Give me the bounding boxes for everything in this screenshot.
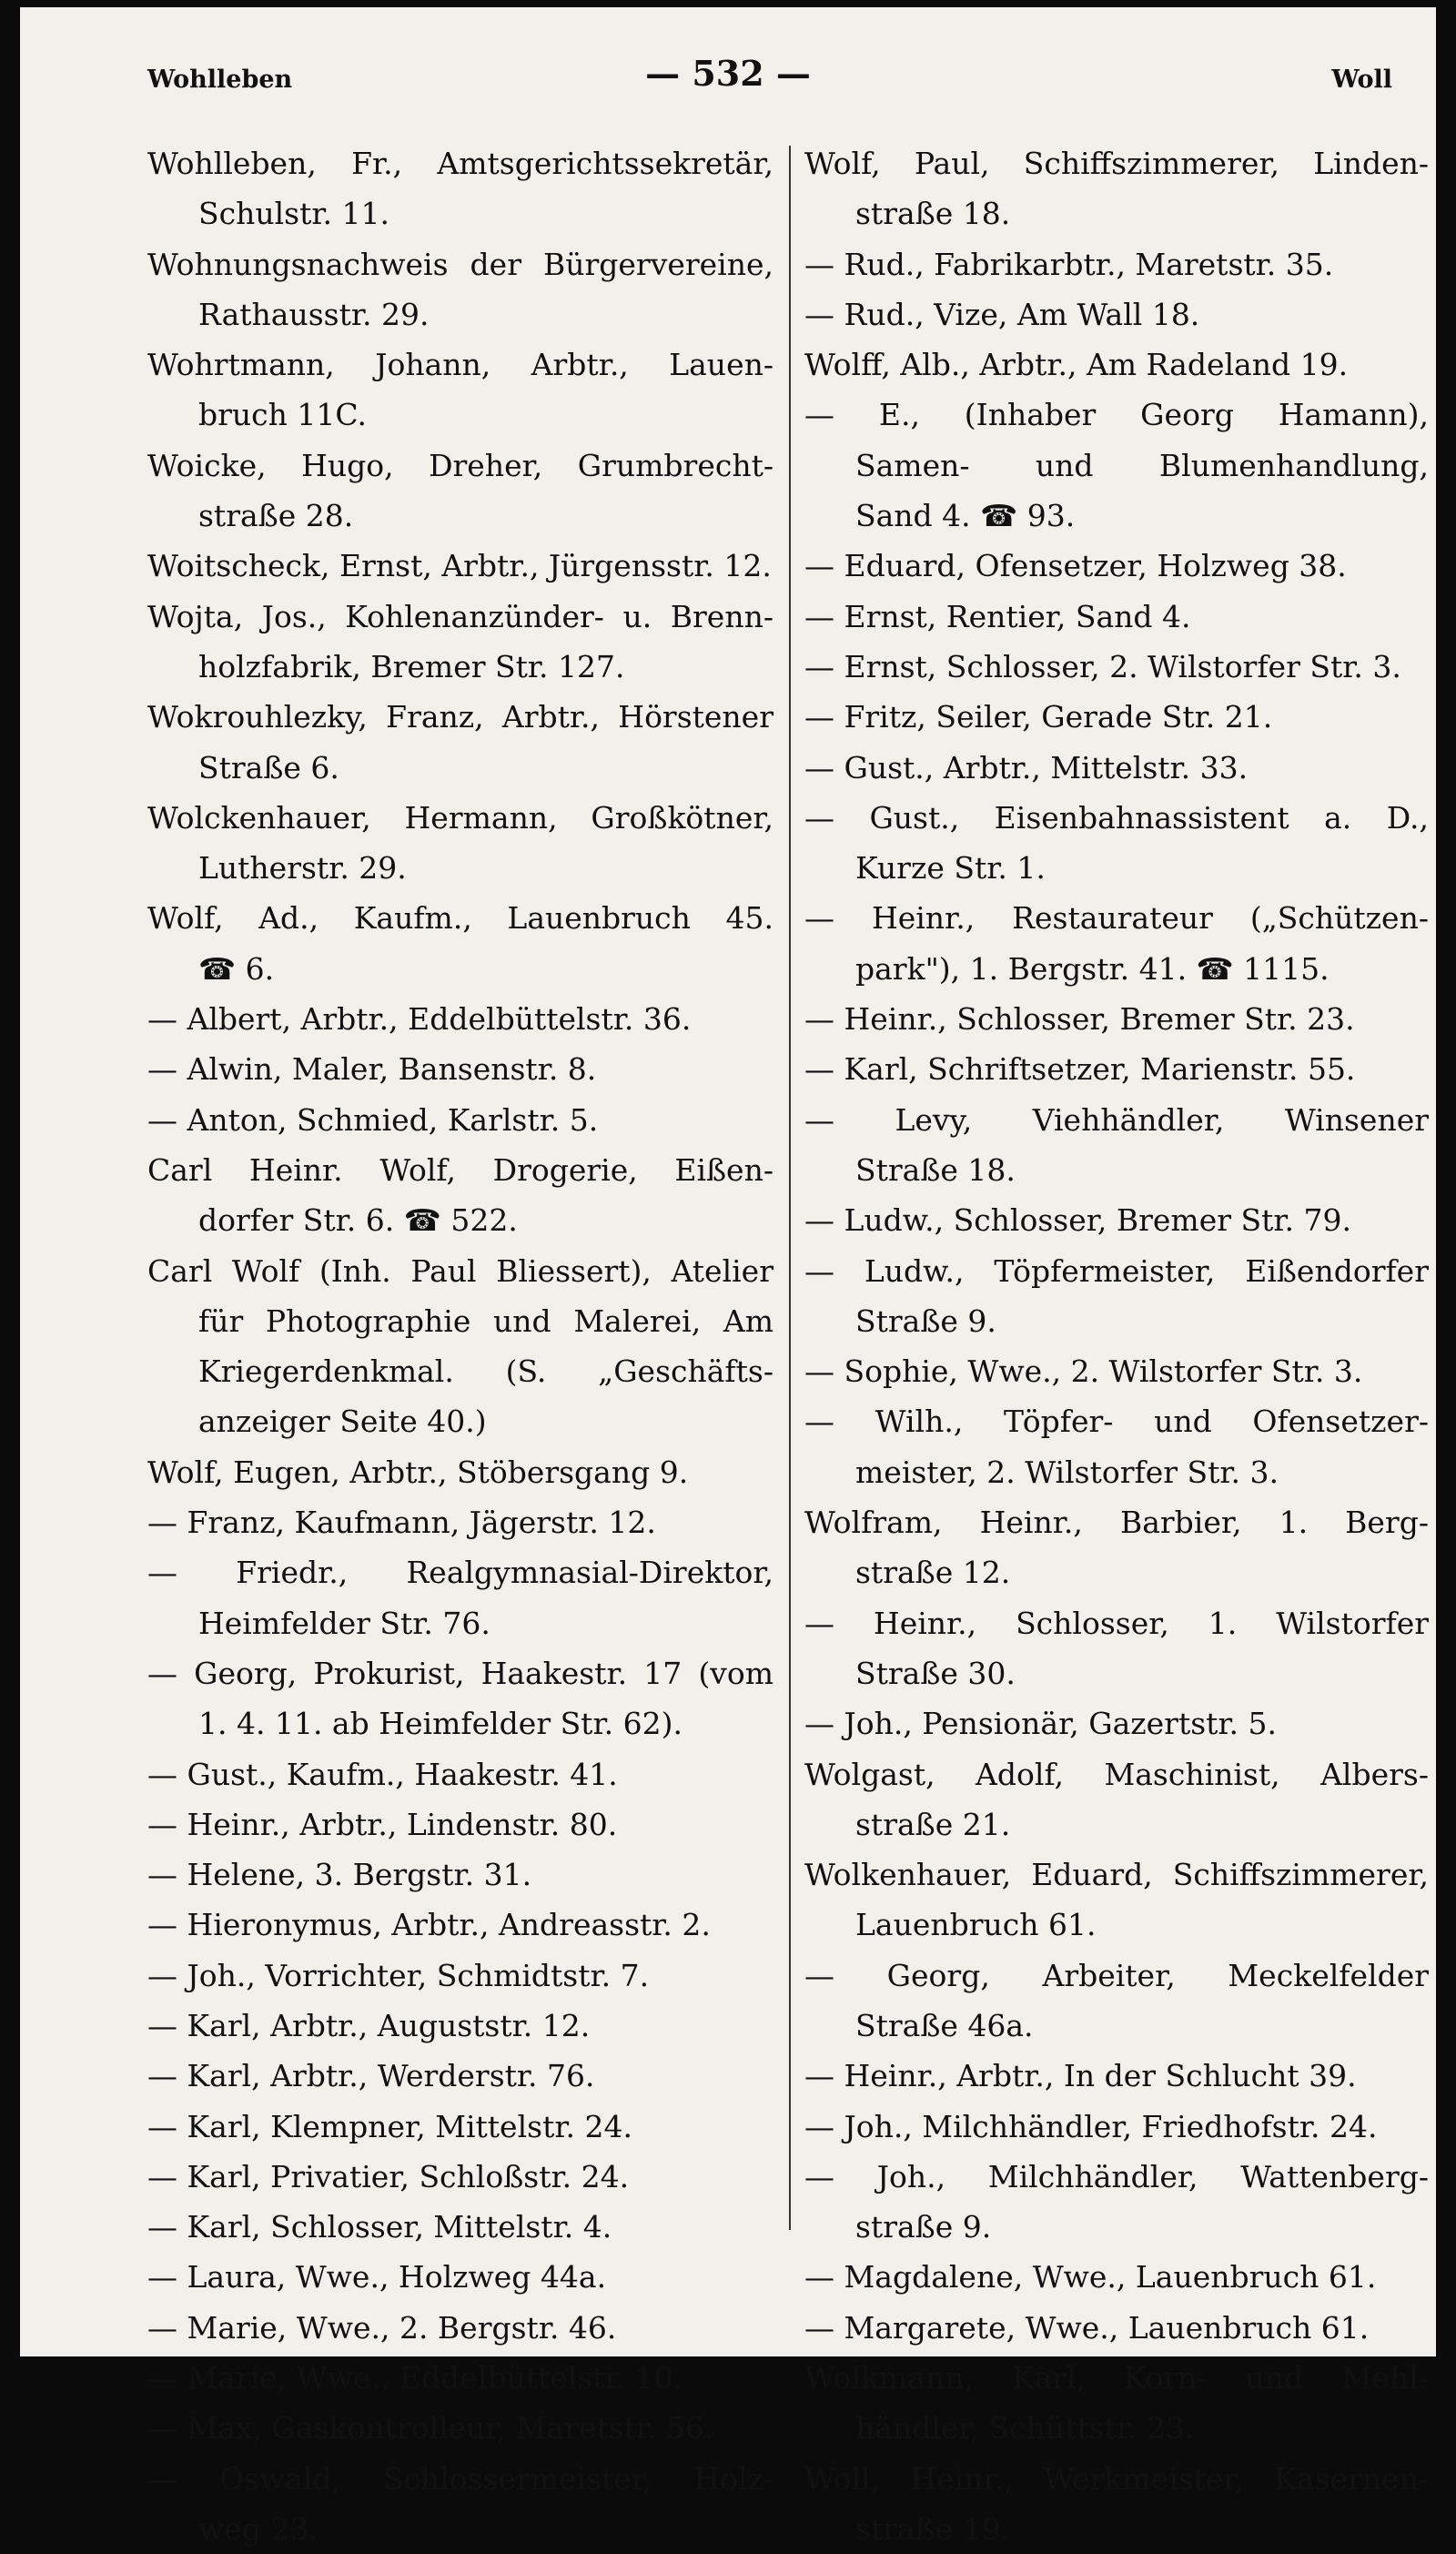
entry-line: Kurze Str. 1. [855,850,1046,887]
entry-line: — Georg, Arbeiter, Meckelfelder [804,1957,1429,1993]
directory-entry [147,1850,774,1900]
directory-entry [804,2152,1429,2253]
entry-line: Lutherstr. 29. [198,850,407,887]
entry-line: — Fritz, Seiler, Gerade Str. 21. [804,699,1273,735]
entry-line: Straße 6. [198,749,339,785]
directory-entry [147,2303,774,2353]
entry-line: — Hieronymus, Arbtr., Andreasstr. 2. [147,1907,711,1943]
entry-line: Lauenbruch 61. [855,1907,1097,1943]
entry-line: — Karl, Arbtr., Werderstr. 76. [147,2058,595,2094]
entry-line: straße 18. [855,196,1011,232]
directory-entry [147,1648,774,1749]
entry-line: ☎ 6. [198,950,275,987]
directory-entry [804,1095,1429,1196]
directory-entry [804,793,1429,894]
page-number: — 532 — [645,53,811,94]
directory-entry [804,138,1429,239]
header-left-catchword: Wohlleben [147,66,293,94]
directory-entry [804,1044,1429,1094]
entry-line: — Karl, Privatier, Schloßstr. 24. [147,2158,630,2194]
directory-entry [147,692,774,793]
entry-line: — Levy, Viehhändler, Winsener [804,1101,1429,1138]
directory-entry [804,893,1429,994]
directory-entry [804,1598,1429,1699]
directory-entry [147,1246,774,1447]
directory-entry [804,1195,1429,1245]
directory-entry [804,2102,1429,2152]
entry-line: bruch 11C. [198,397,367,433]
directory-entry [147,2152,774,2202]
entry-line: — Ernst, Rentier, Sand 4. [804,598,1191,634]
entry-line: — Magdalene, Wwe., Lauenbruch 61. [804,2259,1377,2296]
entry-line: Rathausstr. 29. [198,296,430,332]
entry-line: Carl Wolf (Inh. Paul Bliessert), Atelier [147,1252,774,1289]
directory-entry [804,1698,1429,1748]
entry-line: Wolckenhauer, Hermann, Großkötner, [147,799,774,836]
entry-line: Heimfelder Str. 76. [198,1605,490,1641]
entry-line: — Gust., Kaufm., Haakestr. 41. [147,1756,618,1792]
entry-line: — Georg, Prokurist, Haakestr. 17 (vom [147,1655,774,1691]
entry-line: park"), 1. Bergstr. 41. ☎ 1115. [855,950,1330,987]
directory-entry [147,541,774,591]
directory-entry [804,2252,1429,2302]
entry-line: — Anton, Schmied, Karlstr. 5. [147,1101,599,1138]
entry-line: holzfabrik, Bremer Str. 127. [198,648,625,684]
entry-line: Wohlleben, Fr., Amtsgerichtssekretär, [147,146,774,181]
directory-entry [147,1044,774,1094]
entry-line: meister, 2. Wilstorfer Str. 3. [855,1454,1279,1490]
directory-entry [804,1951,1429,2052]
entry-line: — Heinr., Arbtr., In der Schlucht 39. [804,2058,1357,2094]
entry-line: — Helene, 3. Bergstr. 31. [147,1857,532,1893]
entry-line: — E., (Inhaber Georg Hamann), [804,397,1429,433]
directory-entry [147,1547,774,1648]
entry-line: Carl Heinr. Wolf, Drogerie, Eißen- [147,1151,774,1188]
directory-entry [804,743,1429,793]
directory-entry [147,441,774,542]
entry-line: Straße 18. [855,1151,1016,1188]
entry-line: — Alwin, Maler, Bansenstr. 8. [147,1051,597,1088]
entry-line: Wolf, Eugen, Arbtr., Stöbersgang 9. [147,1454,689,1490]
header-right-catchword: Woll [1331,66,1392,94]
entry-line: — Rud., Vize, Am Wall 18. [804,296,1200,332]
entry-line: Wojta, Jos., Kohlenanzünder- u. Brenn- [147,598,774,634]
directory-entry [804,390,1429,541]
entry-line: Wohnungsnachweis der Bürgervereine, [147,246,774,282]
entry-line: Wolff, Alb., Arbtr., Am Radeland 19. [804,347,1349,383]
entry-line: Wokrouhlezky, Franz, Arbtr., Hörstener [147,699,774,735]
entry-line: Wolgast, Adolf, Maschinist, Albers- [804,1756,1429,1792]
directory-entry [147,893,774,994]
entry-line: Wolkmann, Karl, Korn- und Mehl- [804,2360,1429,2397]
entry-line: — Heinr., Restaurateur („Schützen- [804,900,1429,937]
entry-line: händler, Schüttstr. 23. [855,2410,1195,2447]
directory-entry [804,1749,1429,1850]
entry-line: — Karl, Schlosser, Mittelstr. 4. [147,2209,612,2245]
entry-line: Straße 30. [855,1655,1016,1691]
entry-line: — Karl, Klempner, Mittelstr. 24. [147,2108,632,2144]
directory-entry [147,1799,774,1850]
entry-line: weg 23. [198,2510,318,2547]
directory-entry [147,1095,774,1145]
directory-entry [804,1850,1429,1951]
entry-line: — Marie, Wwe., Eddelbüttelstr. 10. [147,2360,683,2397]
directory-entry [147,1749,774,1799]
entry-line: — Gust., Eisenbahnassistent a. D., [804,799,1429,836]
directory-entry [804,2454,1429,2554]
entry-line: Wohrtmann, Johann, Arbtr., Lauen- [147,347,774,383]
directory-entry [147,2001,774,2051]
entry-line: — Eduard, Ofensetzer, Holzweg 38. [804,548,1347,584]
directory-entry [147,592,774,693]
entry-line: Samen- und Blumenhandlung, [855,447,1429,483]
directory-entry [804,1246,1429,1347]
entry-line: — Joh., Milchhändler, Wattenberg- [804,2158,1429,2194]
entry-line: Kriegerdenkmal. (S. „Geschäfts- [198,1353,774,1390]
right-column [804,138,1429,2547]
entry-line: 1. 4. 11. ab Heimfelder Str. 62). [198,1706,682,1742]
directory-entry [147,1497,774,1547]
directory-entry [147,239,774,340]
entry-line: Woitscheck, Ernst, Arbtr., Jürgensstr. 12. [147,548,772,584]
directory-entry [804,592,1429,642]
directory-entry [804,2051,1429,2101]
directory-entry [804,994,1429,1044]
entry-line: — Joh., Vorrichter, Schmidtstr. 7. [147,1957,650,1993]
entry-line: — Rud., Fabrikarbtr., Maretstr. 35. [804,246,1334,282]
entry-line: — Ludw., Schlosser, Bremer Str. 79. [804,1202,1351,1239]
directory-entry [147,2051,774,2101]
directory-page [20,7,1436,2547]
entry-line: — Albert, Arbtr., Eddelbüttelstr. 36. [147,1001,692,1038]
entry-line: Wolfram, Heinr., Barbier, 1. Berg- [804,1505,1429,1541]
entry-line: Sand 4. ☎ 93. [855,498,1076,534]
entry-line: — Heinr., Schlosser, 1. Wilstorfer [804,1605,1429,1641]
entry-line: — Oswald, Schlossermeister, Holz- [147,2460,774,2497]
directory-entry [804,340,1429,390]
entry-line: Woicke, Hugo, Dreher, Grumbrecht- [147,447,774,483]
directory-entry [804,1346,1429,1396]
page-header [20,53,1436,107]
entry-line: — Karl, Schriftsetzer, Marienstr. 55. [804,1051,1356,1088]
entry-line: für Photographie und Malerei, Am [198,1302,774,1339]
entry-line: — Joh., Milchhändler, Friedhofstr. 24. [804,2108,1378,2144]
directory-entry [804,642,1429,692]
entry-line: Schulstr. 11. [198,196,389,232]
directory-entry [804,1396,1429,1497]
entry-line: — Sophie, Wwe., 2. Wilstorfer Str. 3. [804,1353,1363,1390]
entry-line: — Laura, Wwe., Holzweg 44a. [147,2259,607,2296]
directory-entry [804,2303,1429,2353]
directory-entry [147,2454,774,2554]
entry-line: — Max, Gaskontrolleur, Maretstr. 56. [147,2410,714,2447]
entry-line: anzeiger Seite 40.) [198,1404,487,1440]
directory-entry [147,2403,774,2453]
entry-line: Straße 9. [855,1302,996,1339]
entry-line: — Friedr., Realgymnasial-Direktor, [147,1555,774,1591]
entry-line: Straße 46a. [855,2007,1034,2043]
entry-line: Wolkenhauer, Eduard, Schiffszimmerer, [804,1857,1429,1893]
entry-line: Wolf, Paul, Schiffszimmerer, Linden- [804,146,1429,181]
directory-entry [147,2102,774,2152]
directory-entry [147,994,774,1044]
directory-entry [147,793,774,894]
directory-entry [804,2353,1429,2454]
directory-entry [147,138,774,239]
directory-entry [147,340,774,441]
left-column [147,138,774,2547]
entry-line: — Ludw., Töpfermeister, Eißendorfer [804,1252,1429,1289]
entry-line: straße 9. [855,2209,992,2245]
entry-line: straße 19. [855,2510,1011,2547]
entry-line: Wolf, Ad., Kaufm., Lauenbruch 45. [147,900,774,937]
entry-line: straße 21. [855,1806,1011,1842]
directory-entry [804,289,1429,340]
directory-entry [804,692,1429,742]
entry-line: dorfer Str. 6. ☎ 522. [198,1202,518,1239]
entry-line: — Heinr., Arbtr., Lindenstr. 80. [147,1806,618,1842]
column-divider [789,146,791,2230]
directory-entry [147,1900,774,1950]
entry-line: straße 12. [855,1555,1011,1591]
directory-entry [147,1145,774,1246]
entry-line: — Heinr., Schlosser, Bremer Str. 23. [804,1001,1355,1038]
entry-line: Woll, Heinr., Werkmeister, Kasernen- [804,2460,1429,2497]
entry-line: — Marie, Wwe., 2. Bergstr. 46. [147,2309,617,2346]
entry-line: — Ernst, Schlosser, 2. Wilstorfer Str. 3. [804,648,1401,684]
entry-line: — Gust., Arbtr., Mittelstr. 33. [804,749,1249,785]
directory-entry [147,2353,774,2403]
directory-entry [147,2202,774,2252]
entry-line: straße 28. [198,498,354,534]
directory-entry [147,1951,774,2001]
directory-entry [147,1447,774,1497]
directory-entry [804,239,1429,289]
entry-line: — Franz, Kaufmann, Jägerstr. 12. [147,1505,656,1541]
entry-line: — Karl, Arbtr., Auguststr. 12. [147,2007,591,2043]
entry-line: — Wilh., Töpfer- und Ofensetzer- [804,1404,1429,1440]
directory-entry [804,541,1429,591]
entry-line: — Margarete, Wwe., Lauenbruch 61. [804,2309,1370,2346]
directory-entry [147,2252,774,2302]
directory-entry [804,1497,1429,1598]
entry-line: — Joh., Pensionär, Gazertstr. 5. [804,1706,1278,1742]
